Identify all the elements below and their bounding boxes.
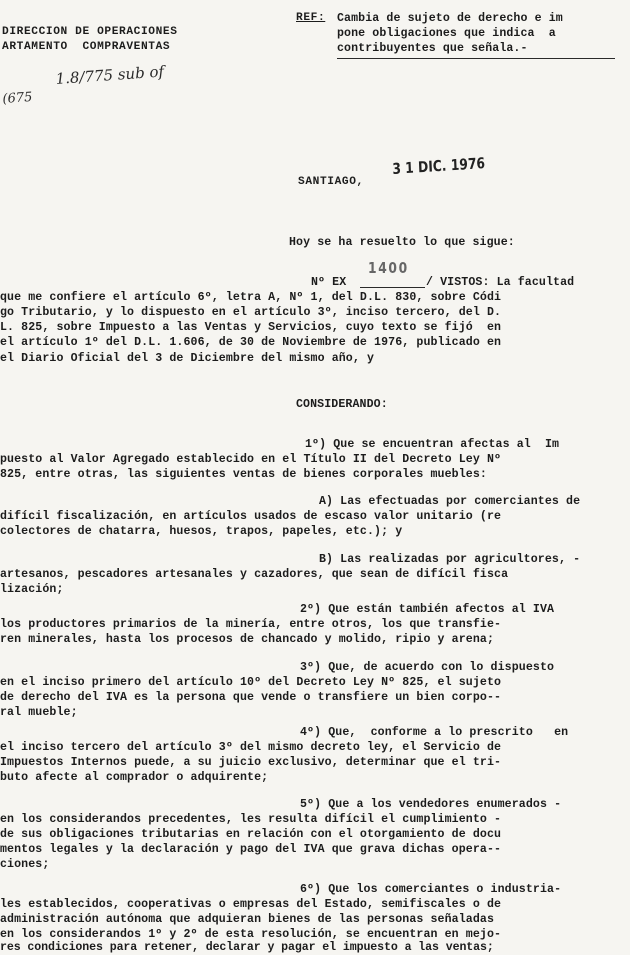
body-line: el Diario Oficial del 3 de Diciembre del mismo año, y: [0, 352, 375, 365]
date-stamp: 3 1 DIC. 1976: [392, 154, 486, 178]
vistos-label: / VISTOS: La facultad: [426, 276, 575, 289]
paragraph-5-line: en los considerandos precedentes, les resulta difícil el cumplimiento -: [0, 813, 502, 826]
paragraph-3-line: ral mueble;: [0, 706, 78, 719]
ref-underline: [337, 58, 615, 59]
paragraph-6-line: res condiciones para retener, declarar y pagar el impuesto a las ventas;: [0, 941, 494, 954]
body-line: go Tributario, y lo dispuesto en el artículo 3º, inciso tercero, del D.: [0, 306, 502, 319]
paragraph-4-line: el inciso tercero del artículo 3º del mismo decreto ley, el Servicio de: [0, 741, 502, 754]
paragraph-2-first: 2º) Que están también afectos al IVA: [300, 603, 555, 616]
resolution-number-stamp: 1400: [368, 259, 409, 277]
paragraph-4-line: buto afecte al comprador o adquirente;: [0, 771, 269, 784]
paragraph-b-first: B) Las realizadas por agricultores, -: [319, 553, 581, 566]
department-line-1: DIRECCION DE OPERACIONES: [2, 26, 178, 38]
handwritten-reference: 1.8/775 sub of: [55, 62, 165, 88]
paragraph-2-line: los productores primarios de la minería, entre otros, los que transfie-: [0, 618, 502, 631]
paragraph-6-line: en los considerandos 1º y 2º de esta resolución, se encuentran en mejo-: [0, 928, 502, 941]
handwritten-number-value: 675: [7, 89, 33, 107]
paragraph-3-first: 3º) Que, de acuerdo con lo dispuesto: [300, 661, 555, 674]
place: SANTIAGO,: [298, 176, 364, 188]
paragraph-1-line: puesto al Valor Agregado establecido en el Título II del Decreto Ley Nº: [0, 453, 502, 466]
paragraph-6-line: administración autónoma que adquieran bienes de las personas señaladas: [0, 913, 495, 926]
resolution-number-label: Nº EX: [311, 276, 347, 289]
department-line-2: ARTAMENTO COMPRAVENTAS: [2, 41, 171, 53]
paragraph-6-line: les establecidos, cooperativas o empresas del Estado, semifiscales o de: [0, 898, 502, 911]
paragraph-5-first: 5º) Que a los vendedores enumerados -: [300, 798, 562, 811]
paragraph-3-line: en el inciso primero del artículo 10º del Decreto Ley Nº 825, el sujeto: [0, 676, 502, 689]
body-line: el artículo 1º del D.L. 1.606, de 30 de Noviembre de 1976, publicado en: [0, 336, 502, 349]
paragraph-a-line: difícil fiscalización, en artículos usados de escaso valor unitario (re: [0, 510, 502, 523]
handwritten-number: (675: [2, 89, 33, 107]
considerando-title: CONSIDERANDO:: [296, 398, 388, 411]
paragraph-a-first: A) Las efectuadas por comerciantes de: [319, 495, 581, 508]
ref-line-1: Cambia de sujeto de derecho e im: [337, 12, 563, 25]
paragraph-2-line: ren minerales, hasta los procesos de chancado y molido, ripio y arena;: [0, 633, 495, 646]
paragraph-3-line: de derecho del IVA es la persona que vende o transfiere un bien corpo--: [0, 691, 502, 704]
paragraph-4-first: 4º) Que, conforme a lo prescrito en: [300, 726, 569, 739]
paragraph-5-line: mentos legales y la declaración y pago del IVA que grava dichas opera--: [0, 843, 502, 856]
resolution-number-line: [360, 287, 425, 288]
paragraph-4-line: Impuestos Internos puede, a su juicio exclusivo, determinar que el tri-: [0, 756, 502, 769]
paragraph-a-line: colectores de chatarra, huesos, trapos, papeles, etc.); y: [0, 525, 403, 538]
ref-label: REF:: [296, 12, 326, 24]
ref-line-2: pone obligaciones que indica a: [337, 27, 556, 40]
intro-text: Hoy se ha resuelto lo que sigue:: [289, 236, 515, 249]
paragraph-1-first: 1º) Que se encuentran afectas al Im: [305, 438, 560, 451]
paragraph-6-first: 6º) Que los comerciantes o industria-: [300, 883, 562, 896]
ref-line-3: contribuyentes que señala.-: [337, 42, 528, 55]
paragraph-5-line: de sus obligaciones tributarias en relación con el otorgamiento de docu: [0, 828, 502, 841]
paragraph-b-line: artesanos, pescadores artesanales y cazadores, que sean de difícil fisca: [0, 568, 509, 581]
paragraph-1-line: 825, entre otras, las siguientes ventas de bienes corporales muebles:: [0, 468, 487, 481]
body-line: que me confiere el artículo 6º, letra A, Nº 1, del D.L. 830, sobre Códi: [0, 291, 502, 304]
body-line: L. 825, sobre Impuesto a las Ventas y Servicios, cuyo texto se fijó en: [0, 321, 502, 334]
paragraph-b-line: lización;: [0, 583, 64, 596]
paragraph-5-line: ciones;: [0, 858, 50, 871]
